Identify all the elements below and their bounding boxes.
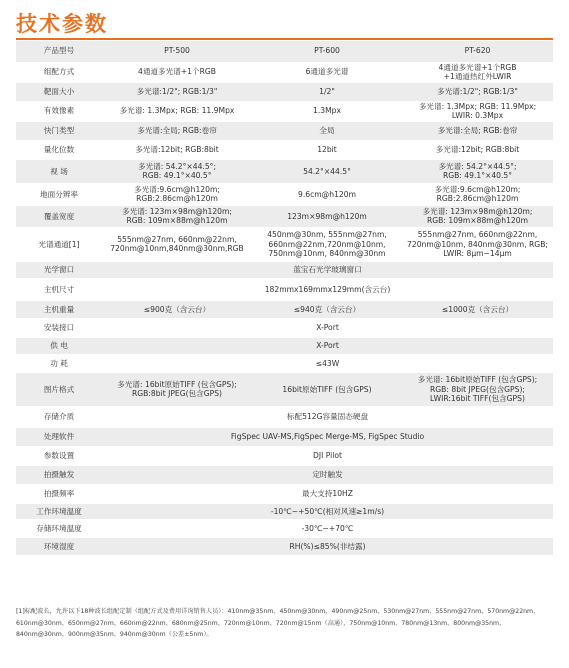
table-row: [16, 101, 553, 121]
value-cell: 4通道多光谱+1个RGB: [102, 62, 252, 82]
spanned-value-cell: 182mmx169mmx129mm(含云台): [102, 278, 553, 300]
spanned-value-cell: 定时触发: [102, 465, 553, 484]
value-cell: 1.3Mpx: [252, 101, 402, 121]
table-row: [16, 140, 553, 159]
table-row: [16, 300, 553, 318]
row-label: 拍摄触发: [16, 465, 102, 484]
value-cell: 多光谱: 16bit原始TIFF (包含GPS); RGB:8bit JPEG(包含GPS): [102, 372, 252, 406]
table-row: [16, 427, 553, 446]
value-cell: 多光谱:12bit; RGB:8bit: [402, 140, 553, 159]
table-row: [16, 465, 553, 484]
title-underline: [16, 38, 553, 40]
row-label: 靶面大小: [16, 82, 102, 101]
value-cell: 1/2": [252, 82, 402, 101]
value-cell: 4通道多光谱+1个RGB +1通道热红外LWIR: [402, 62, 553, 82]
value-cell: 多光谱:9.6cm@h120m; RGB:2.86cm@h120m: [102, 183, 252, 205]
row-label: 处理软件: [16, 427, 102, 446]
row-label: 地面分辨率: [16, 183, 102, 205]
spanned-value-cell: 最大支持10HZ: [102, 484, 553, 503]
value-cell: 多光谱: 123m×98m@h120m; RGB: 109m×88m@h120m: [402, 205, 553, 227]
value-cell: 54.2°×44.5°: [252, 159, 402, 183]
row-label: 量化位数: [16, 140, 102, 159]
row-label: 组配方式: [16, 62, 102, 82]
value-cell: 多光谱:1/2"; RGB:1/3": [402, 82, 553, 101]
spanned-value-cell: -10℃~+50℃(相对风速≥1m/s): [102, 503, 553, 519]
spec-table: [16, 41, 553, 556]
table-row: [16, 484, 553, 503]
table-row: [16, 354, 553, 372]
value-cell: 555nm@27nm, 660nm@22nm, 720nm@10nm, 840nm@30nm, RGB; LWIR: 8μm~14μm: [402, 227, 553, 261]
spanned-value-cell: FigSpec UAV-MS,FigSpec Merge-MS, FigSpec Studio: [102, 427, 553, 446]
row-label: 拍摄频率: [16, 484, 102, 503]
row-label: 有效像素: [16, 101, 102, 121]
value-cell: 多光谱: 1.3Mpx; RGB: 11.9Mpx; LWIR: 0.3Mpx: [402, 101, 553, 121]
value-cell: 12bit: [252, 140, 402, 159]
row-label: 环境湿度: [16, 537, 102, 555]
spanned-value-cell: 标配512G容量固态硬盘: [102, 406, 553, 427]
value-cell: 多光谱:9.6cm@h120m; RGB:2.86cm@h120m: [402, 183, 553, 205]
value-cell: ≤940克（含云台）: [252, 300, 402, 318]
row-label: 光学窗口: [16, 261, 102, 278]
value-cell: 多光谱: 54.2°×44.5°; RGB: 49.1°×40.5°: [402, 159, 553, 183]
table-row: [16, 406, 553, 427]
row-label: 快门类型: [16, 121, 102, 140]
value-cell: 多光谱: 1.3Mpx; RGB: 11.9Mpx: [102, 101, 252, 121]
table-row: [16, 278, 553, 300]
page-title: 技术参数: [16, 12, 108, 36]
value-cell: 多光谱: 123m×98m@h120m; RGB: 109m×88m@h120m: [102, 205, 252, 227]
value-cell: 全局: [252, 121, 402, 140]
table-row: [16, 205, 553, 227]
spanned-value-cell: -30℃~+70℃: [102, 519, 553, 537]
row-label: 光谱通道[1]: [16, 227, 102, 261]
value-cell: 多光谱:全局; RGB:卷帘: [402, 121, 553, 140]
value-cell: 16bit原始TIFF (包含GPS): [252, 372, 402, 406]
value-cell: 多光谱:1/2"; RGB:1/3": [102, 82, 252, 101]
row-label: 视 场: [16, 159, 102, 183]
row-label: 存储介质: [16, 406, 102, 427]
table-row: [16, 62, 553, 82]
header-label: 产品型号: [16, 41, 102, 62]
spanned-value-cell: ≤43W: [102, 354, 553, 372]
table-row: [16, 159, 553, 183]
table-row: [16, 537, 553, 555]
table-row: [16, 82, 553, 101]
spanned-value-cell: X-Port: [102, 318, 553, 337]
header-model: PT-620: [402, 41, 553, 62]
table-header-row: [16, 41, 553, 62]
row-label: 参数设置: [16, 446, 102, 465]
row-label: 存储环境温度: [16, 519, 102, 537]
value-cell: 123m×98m@h120m: [252, 205, 402, 227]
table-row: [16, 261, 553, 278]
table-row: [16, 503, 553, 519]
spanned-value-cell: X-Port: [102, 337, 553, 354]
spanned-value-cell: RH(%)≤85%(非结露): [102, 537, 553, 555]
row-label: 主机重量: [16, 300, 102, 318]
spanned-value-cell: DJI Pilot: [102, 446, 553, 465]
value-cell: 多光谱: 16bit原始TIFF (包含GPS); RGB: 8bit JPEG(包含GPS); LWIR:16bit TIFF(包含GPS): [402, 372, 553, 406]
value-cell: 多光谱:全局; RGB:卷帘: [102, 121, 252, 140]
row-label: 主机尺寸: [16, 278, 102, 300]
value-cell: 450nm@30nm, 555nm@27nm, 660nm@22nm,720nm@10nm, 750nm@10nm, 840nm@30nm: [252, 227, 402, 261]
header-model: PT-600: [252, 41, 402, 62]
row-label: 工作环境温度: [16, 503, 102, 519]
table-row: [16, 372, 553, 406]
row-label: 覆盖宽度: [16, 205, 102, 227]
value-cell: 多光谱: 54.2°×44.5°; RGB: 49.1°×40.5°: [102, 159, 252, 183]
row-label: 供 电: [16, 337, 102, 354]
row-label: 功 耗: [16, 354, 102, 372]
table-row: [16, 121, 553, 140]
footnote: [1]标配波长，允许以下18种波长组配定制（组配方式及费用详询销售人员）：410nm@35nm、450nm@30nm、490nm@25nm、530nm@27nm、555nm@27nm、570nm@22nm、610nm@30nm、650nm@27nm、660nm@22nm、680nm@25nm、720nm@10nm、720nm@15nm（高通）、750nm@10nm、780nm@13nm、800nm@35nm、840nm@30nm、900nm@35nm、940nm@30nm（公差±5nm）。: [16, 608, 540, 638]
value-cell: ≤900克（含云台）: [102, 300, 252, 318]
table-row: [16, 337, 553, 354]
table-row: [16, 318, 553, 337]
value-cell: 6通道多光谱: [252, 62, 402, 82]
value-cell: 9.6cm@h120m: [252, 183, 402, 205]
spanned-value-cell: 蓝宝石光学玻璃窗口: [102, 261, 553, 278]
table-row: [16, 446, 553, 465]
table-row: [16, 519, 553, 537]
row-label: 安装接口: [16, 318, 102, 337]
row-label: 图片格式: [16, 372, 102, 406]
value-cell: ≤1000克（含云台）: [402, 300, 553, 318]
table-row: [16, 227, 553, 261]
value-cell: 多光谱:12bit; RGB:8bit: [102, 140, 252, 159]
table-row: [16, 183, 553, 205]
header-model: PT-500: [102, 41, 252, 62]
value-cell: 555nm@27nm, 660nm@22nm, 720nm@10nm,840nm@30nm,RGB: [102, 227, 252, 261]
